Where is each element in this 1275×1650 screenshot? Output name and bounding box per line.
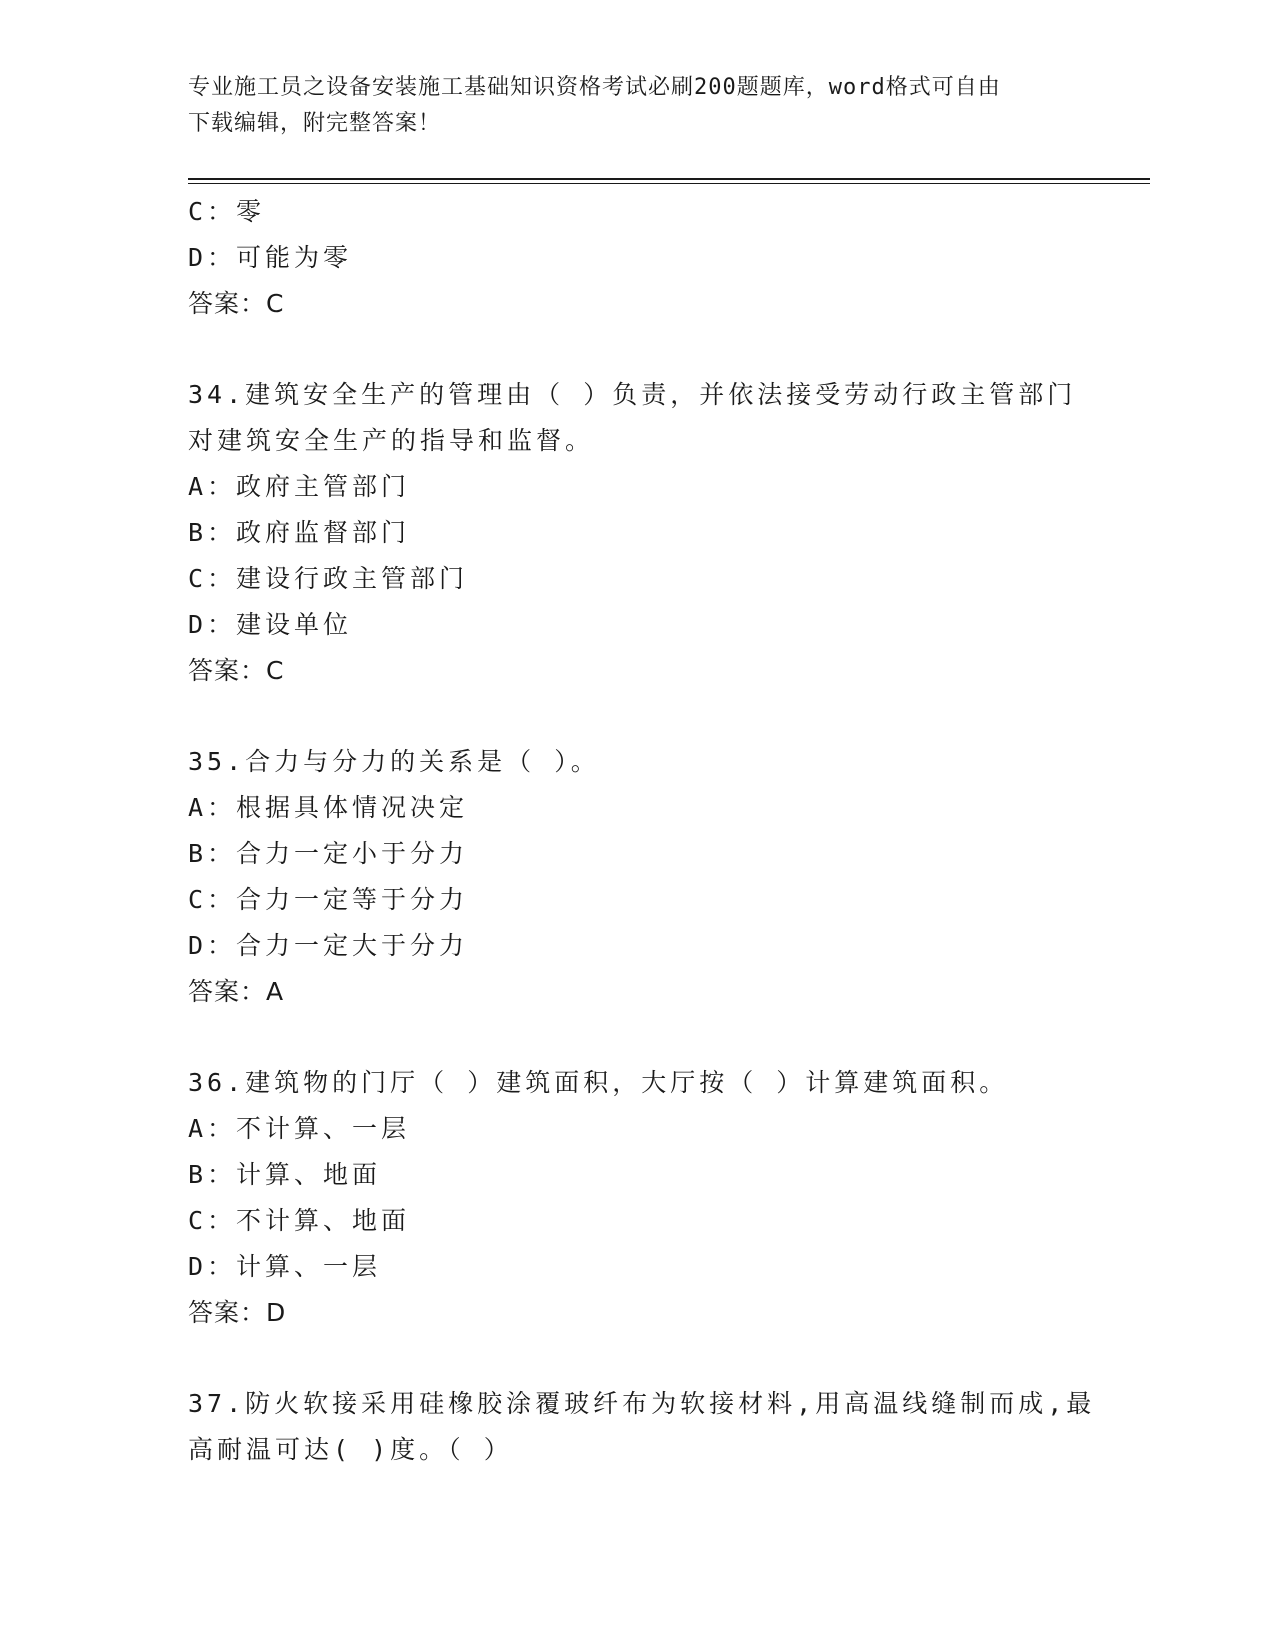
option-b: B：政府监督部门 bbox=[188, 518, 411, 547]
spacer bbox=[188, 1015, 1088, 1060]
option-c: C：不计算、地面 bbox=[188, 1206, 411, 1235]
question-stem-line-1: 35.合力与分力的关系是（ ）。 bbox=[188, 747, 600, 776]
question-stem-line-1: 37.防火软接采用硅橡胶涂覆玻纤布为软接材料,用高温线缝制而成,最 bbox=[188, 1389, 1096, 1418]
option-d: D：可能为零 bbox=[188, 243, 353, 272]
question-list bbox=[188, 189, 1096, 1473]
answer-line: 答案：D bbox=[188, 1298, 287, 1327]
option-c: C：合力一定等于分力 bbox=[188, 885, 469, 914]
question-36 bbox=[188, 1060, 1088, 1336]
option-a: A：不计算、一层 bbox=[188, 1114, 411, 1143]
header-title-line-2: 下载编辑，附完整答案！ bbox=[188, 111, 442, 136]
answer-line: 答案：C bbox=[188, 289, 285, 318]
question-35 bbox=[188, 739, 1088, 1015]
page-header bbox=[188, 70, 1088, 142]
answer-line: 答案：C bbox=[188, 656, 285, 685]
question-stem-line-2: 对建筑安全生产的指导和监督。 bbox=[188, 426, 595, 455]
question-37 bbox=[188, 1381, 1096, 1473]
answer-line: 答案：A bbox=[188, 977, 285, 1006]
option-d: D：合力一定大于分力 bbox=[188, 931, 469, 960]
spacer bbox=[188, 327, 1088, 372]
option-c: C：零 bbox=[188, 197, 266, 226]
header-title-line-1: 专业施工员之设备安装施工基础知识资格考试必刷200题题库，word格式可自由 bbox=[188, 75, 1001, 100]
option-d: D：建设单位 bbox=[188, 610, 353, 639]
question-stem-line-2: 高耐温可达( )度。（ ） bbox=[188, 1435, 513, 1464]
option-b: B：合力一定小于分力 bbox=[188, 839, 469, 868]
spacer bbox=[188, 694, 1088, 739]
question-34 bbox=[188, 372, 1088, 694]
spacer bbox=[188, 1336, 1088, 1381]
option-a: A：政府主管部门 bbox=[188, 472, 411, 501]
option-b: B：计算、地面 bbox=[188, 1160, 382, 1189]
question-stem-line-1: 34.建筑安全生产的管理由（ ）负责，并依法接受劳动行政主管部门 bbox=[188, 380, 1077, 409]
header-divider-thick bbox=[188, 178, 1150, 180]
option-c: C：建设行政主管部门 bbox=[188, 564, 469, 593]
question-33-continued bbox=[188, 189, 1088, 327]
option-d: D：计算、一层 bbox=[188, 1252, 382, 1281]
header-divider-thin bbox=[188, 183, 1150, 184]
option-a: A：根据具体情况决定 bbox=[188, 793, 469, 822]
question-stem-line-1: 36.建筑物的门厅（ ）建筑面积，大厅按（ ）计算建筑面积。 bbox=[188, 1068, 1009, 1097]
